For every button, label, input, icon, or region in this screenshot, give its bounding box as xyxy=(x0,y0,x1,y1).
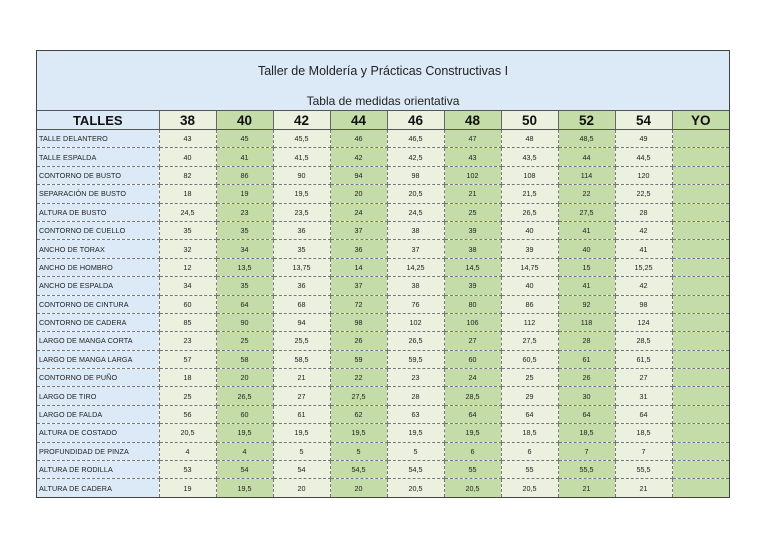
measurement-cell: 68 xyxy=(273,295,330,313)
table-row xyxy=(37,313,729,331)
measurement-cell: 18 xyxy=(159,369,216,387)
measurement-cell: 14,25 xyxy=(387,258,444,276)
measurement-cell: 76 xyxy=(387,295,444,313)
measurement-cell: 56 xyxy=(159,405,216,423)
measurement-cell: 41,5 xyxy=(273,148,330,166)
measurement-cell: 102 xyxy=(444,166,501,184)
table-row xyxy=(37,405,729,423)
measurement-cell: 19,5 xyxy=(273,185,330,203)
measurement-cell: 18,5 xyxy=(501,424,558,442)
row-label: TALLE ESPALDA xyxy=(37,148,159,166)
header-size-42: 42 xyxy=(273,111,330,130)
yo-cell xyxy=(672,221,729,239)
table-row xyxy=(37,166,729,184)
measurement-cell: 37 xyxy=(330,277,387,295)
measurement-cell: 22 xyxy=(558,185,615,203)
measurement-cell: 18,5 xyxy=(615,424,672,442)
table-row xyxy=(37,295,729,313)
measurement-cell: 13,5 xyxy=(216,258,273,276)
row-label: ALTURA DE RODILLA xyxy=(37,461,159,479)
measurement-cell: 23 xyxy=(387,369,444,387)
measurement-cell: 34 xyxy=(159,277,216,295)
table-row xyxy=(37,240,729,258)
measurement-cell: 34 xyxy=(216,240,273,258)
measurement-cell: 37 xyxy=(330,221,387,239)
measurement-cell: 43 xyxy=(444,148,501,166)
measurement-cell: 25 xyxy=(444,203,501,221)
table-body xyxy=(37,130,729,497)
yo-cell xyxy=(672,148,729,166)
measurement-cell: 54,5 xyxy=(330,461,387,479)
yo-cell xyxy=(672,369,729,387)
measurement-cell: 72 xyxy=(330,295,387,313)
measurement-cell: 25 xyxy=(501,369,558,387)
measurement-cell: 20,5 xyxy=(501,479,558,497)
measurement-cell: 35 xyxy=(216,277,273,295)
measurement-cell: 55 xyxy=(444,461,501,479)
row-label: ALTURA DE COSTADO xyxy=(37,424,159,442)
measurement-cell: 61 xyxy=(558,350,615,368)
measurement-cell: 18,5 xyxy=(558,424,615,442)
measurement-cell: 26,5 xyxy=(387,332,444,350)
measurement-cell: 19,5 xyxy=(444,424,501,442)
title-block xyxy=(37,51,729,111)
measurement-cell: 94 xyxy=(330,166,387,184)
measurement-cell: 46 xyxy=(330,130,387,148)
header-size-52: 52 xyxy=(558,111,615,130)
measurement-cell: 106 xyxy=(444,313,501,331)
measurement-cell: 43,5 xyxy=(501,148,558,166)
measurement-cell: 24 xyxy=(444,369,501,387)
measurement-cell: 94 xyxy=(273,313,330,331)
row-label: ALTURA DE BUSTO xyxy=(37,203,159,221)
yo-cell xyxy=(672,313,729,331)
measurement-cell: 63 xyxy=(387,405,444,423)
yo-cell xyxy=(672,387,729,405)
header-size-44: 44 xyxy=(330,111,387,130)
measurement-cell: 5 xyxy=(273,442,330,460)
measurement-cell: 64 xyxy=(501,405,558,423)
table-row xyxy=(37,185,729,203)
measurement-cell: 86 xyxy=(216,166,273,184)
measurement-cell: 37 xyxy=(387,240,444,258)
measurement-cell: 28 xyxy=(558,332,615,350)
measurement-cell: 80 xyxy=(444,295,501,313)
row-label: LARGO DE FALDA xyxy=(37,405,159,423)
row-label: TALLE DELANTERO xyxy=(37,130,159,148)
yo-cell xyxy=(672,295,729,313)
measurement-cell: 98 xyxy=(615,295,672,313)
measurement-cell: 19,5 xyxy=(387,424,444,442)
measurement-cell: 27 xyxy=(273,387,330,405)
table-row xyxy=(37,479,729,497)
yo-cell xyxy=(672,461,729,479)
measurement-cell: 21,5 xyxy=(501,185,558,203)
measurement-cell: 62 xyxy=(330,405,387,423)
measurement-cell: 6 xyxy=(501,442,558,460)
measurement-cell: 5 xyxy=(330,442,387,460)
measurement-cell: 90 xyxy=(273,166,330,184)
yo-cell xyxy=(672,203,729,221)
measurement-cell: 85 xyxy=(159,313,216,331)
measurement-cell: 92 xyxy=(558,295,615,313)
measurement-cell: 41 xyxy=(615,240,672,258)
measurement-cell: 90 xyxy=(216,313,273,331)
measurement-cell: 98 xyxy=(330,313,387,331)
measurement-cell: 102 xyxy=(387,313,444,331)
measurement-cell: 4 xyxy=(159,442,216,460)
measurement-cell: 24 xyxy=(330,203,387,221)
measurement-cell: 59,5 xyxy=(387,350,444,368)
measurement-cell: 27 xyxy=(444,332,501,350)
yo-cell xyxy=(672,166,729,184)
measurement-cell: 54 xyxy=(216,461,273,479)
measurement-sheet xyxy=(36,50,730,498)
measurement-cell: 42 xyxy=(330,148,387,166)
measurement-cell: 6 xyxy=(444,442,501,460)
measurement-cell: 38 xyxy=(444,240,501,258)
measurement-cell: 64 xyxy=(558,405,615,423)
row-label: ANCHO DE ESPALDA xyxy=(37,277,159,295)
header-label: TALLES xyxy=(37,111,159,130)
yo-cell xyxy=(672,277,729,295)
measurement-cell: 60 xyxy=(216,405,273,423)
measurement-cell: 20 xyxy=(216,369,273,387)
measurement-cell: 40 xyxy=(558,240,615,258)
measurement-cell: 24,5 xyxy=(387,203,444,221)
row-label: CONTORNO DE CINTURA xyxy=(37,295,159,313)
measurement-cell: 57 xyxy=(159,350,216,368)
measurement-cell: 35 xyxy=(273,240,330,258)
measurement-cell: 20,5 xyxy=(387,185,444,203)
measurement-cell: 21 xyxy=(444,185,501,203)
measurement-cell: 23 xyxy=(216,203,273,221)
measurement-cell: 26 xyxy=(558,369,615,387)
header-size-40: 40 xyxy=(216,111,273,130)
measurement-cell: 21 xyxy=(558,479,615,497)
table-row xyxy=(37,369,729,387)
measurement-cell: 24,5 xyxy=(159,203,216,221)
measurement-cell: 31 xyxy=(615,387,672,405)
measurement-cell: 21 xyxy=(273,369,330,387)
measurement-cell: 55 xyxy=(501,461,558,479)
measurement-cell: 120 xyxy=(615,166,672,184)
measurement-cell: 19,5 xyxy=(330,424,387,442)
measurement-cell: 20 xyxy=(330,479,387,497)
measurement-cell: 59 xyxy=(330,350,387,368)
table-row xyxy=(37,148,729,166)
measurement-cell: 28 xyxy=(387,387,444,405)
measurement-cell: 58,5 xyxy=(273,350,330,368)
measurement-cell: 41 xyxy=(558,221,615,239)
measurement-cell: 28,5 xyxy=(615,332,672,350)
measurement-cell: 15 xyxy=(558,258,615,276)
measurement-cell: 42 xyxy=(615,221,672,239)
row-label: CONTORNO DE CADERA xyxy=(37,313,159,331)
table-row xyxy=(37,424,729,442)
measurement-cell: 86 xyxy=(501,295,558,313)
row-label: CONTORNO DE BUSTO xyxy=(37,166,159,184)
yo-cell xyxy=(672,350,729,368)
measurement-cell: 20 xyxy=(273,479,330,497)
measurement-cell: 22,5 xyxy=(615,185,672,203)
measurement-cell: 40 xyxy=(501,221,558,239)
measurement-cell: 58 xyxy=(216,350,273,368)
measurement-cell: 118 xyxy=(558,313,615,331)
measurement-cell: 38 xyxy=(387,221,444,239)
measurement-cell: 54,5 xyxy=(387,461,444,479)
measurement-cell: 42 xyxy=(615,277,672,295)
measurement-cell: 22 xyxy=(330,369,387,387)
row-label: ANCHO DE HOMBRO xyxy=(37,258,159,276)
header-size-54: 54 xyxy=(615,111,672,130)
row-label: LARGO DE MANGA CORTA xyxy=(37,332,159,350)
measurement-cell: 29 xyxy=(501,387,558,405)
measurement-cell: 60 xyxy=(159,295,216,313)
table-row xyxy=(37,277,729,295)
measurement-cell: 7 xyxy=(558,442,615,460)
yo-cell xyxy=(672,405,729,423)
yo-cell xyxy=(672,442,729,460)
measurement-cell: 20,5 xyxy=(444,479,501,497)
table-row xyxy=(37,258,729,276)
measurement-cell: 60 xyxy=(444,350,501,368)
table-row xyxy=(37,387,729,405)
measurement-cell: 27,5 xyxy=(330,387,387,405)
yo-cell xyxy=(672,185,729,203)
measurement-cell: 47 xyxy=(444,130,501,148)
measurement-cell: 25,5 xyxy=(273,332,330,350)
measurement-cell: 32 xyxy=(159,240,216,258)
measurement-cell: 82 xyxy=(159,166,216,184)
measurement-cell: 61,5 xyxy=(615,350,672,368)
measurement-cell: 43 xyxy=(159,130,216,148)
measurement-cell: 44,5 xyxy=(615,148,672,166)
measurement-cell: 40 xyxy=(159,148,216,166)
yo-cell xyxy=(672,240,729,258)
measurement-cell: 15,25 xyxy=(615,258,672,276)
measurement-cell: 19,5 xyxy=(216,479,273,497)
table-row xyxy=(37,332,729,350)
measurement-cell: 5 xyxy=(387,442,444,460)
measurement-cell: 18 xyxy=(159,185,216,203)
yo-cell xyxy=(672,479,729,497)
measurement-cell: 23 xyxy=(159,332,216,350)
measurement-cell: 26,5 xyxy=(501,203,558,221)
measurements-table xyxy=(37,111,729,497)
table-row xyxy=(37,461,729,479)
measurement-cell: 124 xyxy=(615,313,672,331)
measurement-cell: 26 xyxy=(330,332,387,350)
row-label: ANCHO DE TORAX xyxy=(37,240,159,258)
measurement-cell: 14 xyxy=(330,258,387,276)
header-size-48: 48 xyxy=(444,111,501,130)
table-row xyxy=(37,350,729,368)
measurement-cell: 4 xyxy=(216,442,273,460)
measurement-cell: 64 xyxy=(444,405,501,423)
measurement-cell: 41 xyxy=(216,148,273,166)
yo-cell xyxy=(672,332,729,350)
yo-cell xyxy=(672,424,729,442)
measurement-cell: 21 xyxy=(615,479,672,497)
measurement-cell: 64 xyxy=(615,405,672,423)
sheet-subtitle: Tabla de medidas orientativa xyxy=(306,94,460,108)
measurement-cell: 28,5 xyxy=(444,387,501,405)
measurement-cell: 108 xyxy=(501,166,558,184)
header-size-50: 50 xyxy=(501,111,558,130)
measurement-cell: 28 xyxy=(615,203,672,221)
yo-cell xyxy=(672,130,729,148)
row-label: ALTURA DE CADERA xyxy=(37,479,159,497)
row-label: CONTORNO DE CUELLO xyxy=(37,221,159,239)
measurement-cell: 7 xyxy=(615,442,672,460)
table-row xyxy=(37,130,729,148)
measurement-cell: 41 xyxy=(558,277,615,295)
measurement-cell: 60,5 xyxy=(501,350,558,368)
measurement-cell: 23,5 xyxy=(273,203,330,221)
measurement-cell: 30 xyxy=(558,387,615,405)
header-size-46: 46 xyxy=(387,111,444,130)
measurement-cell: 48 xyxy=(501,130,558,148)
yo-cell xyxy=(672,258,729,276)
measurement-cell: 54 xyxy=(273,461,330,479)
table-row xyxy=(37,442,729,460)
measurement-cell: 55,5 xyxy=(558,461,615,479)
measurement-cell: 26,5 xyxy=(216,387,273,405)
sheet-title: Taller de Moldería y Prácticas Constructivas I xyxy=(257,64,509,78)
measurement-cell: 39 xyxy=(444,277,501,295)
measurement-cell: 64 xyxy=(216,295,273,313)
row-label: CONTORNO DE PUÑO xyxy=(37,369,159,387)
measurement-cell: 13,75 xyxy=(273,258,330,276)
measurement-cell: 45,5 xyxy=(273,130,330,148)
measurement-cell: 40 xyxy=(501,277,558,295)
measurement-cell: 35 xyxy=(216,221,273,239)
measurement-cell: 19 xyxy=(216,185,273,203)
measurement-cell: 20,5 xyxy=(159,424,216,442)
measurement-cell: 46,5 xyxy=(387,130,444,148)
header-row xyxy=(37,111,729,130)
measurement-cell: 25 xyxy=(159,387,216,405)
measurement-cell: 14,75 xyxy=(501,258,558,276)
measurement-cell: 98 xyxy=(387,166,444,184)
measurement-cell: 19,5 xyxy=(273,424,330,442)
table-row xyxy=(37,221,729,239)
measurement-cell: 45 xyxy=(216,130,273,148)
row-label: LARGO DE TIRO xyxy=(37,387,159,405)
measurement-cell: 20,5 xyxy=(387,479,444,497)
measurement-cell: 55,5 xyxy=(615,461,672,479)
measurement-cell: 19,5 xyxy=(216,424,273,442)
measurement-cell: 20 xyxy=(330,185,387,203)
measurement-cell: 39 xyxy=(501,240,558,258)
measurement-cell: 12 xyxy=(159,258,216,276)
measurement-cell: 42,5 xyxy=(387,148,444,166)
measurement-cell: 14,5 xyxy=(444,258,501,276)
measurement-cell: 35 xyxy=(159,221,216,239)
row-label: SEPARACIÓN DE BUSTO xyxy=(37,185,159,203)
row-label: LARGO DE MANGA LARGA xyxy=(37,350,159,368)
measurement-cell: 44 xyxy=(558,148,615,166)
measurement-cell: 112 xyxy=(501,313,558,331)
measurement-cell: 27,5 xyxy=(558,203,615,221)
measurement-cell: 36 xyxy=(273,277,330,295)
measurement-cell: 49 xyxy=(615,130,672,148)
measurement-cell: 19 xyxy=(159,479,216,497)
measurement-cell: 27,5 xyxy=(501,332,558,350)
measurement-cell: 36 xyxy=(273,221,330,239)
measurement-cell: 25 xyxy=(216,332,273,350)
measurement-cell: 38 xyxy=(387,277,444,295)
table-row xyxy=(37,203,729,221)
header-yo: YO xyxy=(672,111,729,130)
measurement-cell: 39 xyxy=(444,221,501,239)
row-label: PROFUNDIDAD DE PINZA xyxy=(37,442,159,460)
measurement-cell: 53 xyxy=(159,461,216,479)
header-size-38: 38 xyxy=(159,111,216,130)
measurement-cell: 114 xyxy=(558,166,615,184)
measurement-cell: 36 xyxy=(330,240,387,258)
measurement-cell: 61 xyxy=(273,405,330,423)
measurement-cell: 27 xyxy=(615,369,672,387)
measurement-cell: 48,5 xyxy=(558,130,615,148)
